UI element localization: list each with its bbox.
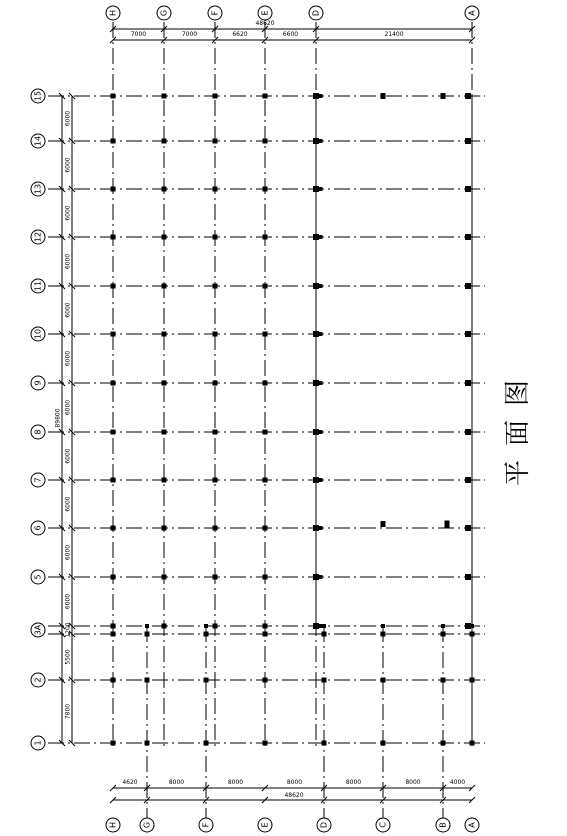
column bbox=[465, 331, 471, 337]
left-dimension-chain bbox=[55, 93, 76, 746]
column bbox=[162, 478, 167, 483]
axis-label: 11 bbox=[33, 280, 43, 292]
top-dimension-text: 21400 bbox=[384, 31, 404, 38]
column bbox=[162, 139, 167, 144]
column bbox=[465, 477, 471, 483]
axis-bubble-left-15 bbox=[31, 89, 45, 103]
bottom-dimension-text: 4000 bbox=[449, 779, 466, 786]
column bbox=[465, 525, 471, 531]
axis-bubble-left-7 bbox=[31, 473, 45, 487]
axis-label: 14 bbox=[33, 135, 43, 147]
column bbox=[162, 235, 167, 240]
axis-bubble-top-F bbox=[208, 6, 222, 20]
column bbox=[381, 678, 386, 683]
column bbox=[162, 94, 167, 99]
column bbox=[111, 187, 116, 192]
column bbox=[445, 521, 450, 528]
bottom-dimension-text: 8000 bbox=[227, 779, 244, 786]
column bbox=[213, 187, 218, 192]
column bbox=[381, 741, 386, 746]
column bbox=[111, 678, 116, 683]
axis-bubble-bottom-B bbox=[436, 818, 450, 832]
axis-bubble-left-6 bbox=[31, 521, 45, 535]
column bbox=[465, 93, 471, 99]
column bbox=[441, 624, 445, 628]
column bbox=[213, 284, 218, 289]
column bbox=[111, 624, 115, 628]
column bbox=[145, 741, 150, 746]
column bbox=[111, 632, 116, 637]
axis-bubble-left-13 bbox=[31, 182, 45, 196]
axis-label: 5 bbox=[33, 574, 43, 580]
column bbox=[441, 678, 446, 683]
left-total-dimension-text: 89800 bbox=[54, 408, 62, 428]
left-dimension-text: 7800 bbox=[64, 703, 72, 720]
bottom-dimension-chain bbox=[110, 779, 475, 803]
axis-bubble-top-G bbox=[157, 6, 171, 20]
column bbox=[465, 429, 471, 435]
column bbox=[381, 632, 386, 637]
axis-label: B bbox=[438, 822, 448, 828]
column bbox=[322, 624, 326, 628]
axis-bubble-bottom-F bbox=[199, 818, 213, 832]
axis-label: 2 bbox=[33, 677, 43, 683]
axis-label: H bbox=[108, 9, 118, 17]
column bbox=[111, 478, 116, 483]
axis-bubble-left-2 bbox=[31, 673, 45, 687]
building-outline bbox=[316, 96, 472, 746]
axis-bubble-top-H bbox=[106, 6, 120, 20]
axis-bubble-left-11 bbox=[31, 279, 45, 293]
column bbox=[318, 624, 323, 628]
column bbox=[318, 430, 323, 434]
top-dimension-chain bbox=[110, 20, 475, 43]
column bbox=[162, 381, 167, 386]
axis-label: 10 bbox=[33, 328, 43, 340]
column bbox=[213, 94, 218, 99]
axis-bubble-bottom-C bbox=[376, 818, 390, 832]
axis-bubble-top-E bbox=[258, 6, 272, 20]
bottom-total-dimension-text: 48620 bbox=[284, 792, 304, 799]
column bbox=[441, 93, 446, 99]
column bbox=[381, 624, 385, 628]
bottom-dimension-text: 8000 bbox=[405, 779, 421, 786]
column bbox=[162, 284, 167, 289]
left-dimension-text: 6000 bbox=[64, 496, 72, 512]
column bbox=[465, 283, 471, 289]
top-dimension-text: 7000 bbox=[181, 31, 198, 38]
axis-label: D bbox=[319, 821, 329, 829]
axis-label: F bbox=[201, 822, 211, 828]
axis-bubbles bbox=[31, 6, 479, 832]
left-dimension-text: 1200 bbox=[64, 622, 72, 638]
column bbox=[263, 332, 268, 337]
column bbox=[318, 139, 323, 143]
axis-bubble-left-8 bbox=[31, 425, 45, 439]
axis-bubble-bottom-A bbox=[465, 818, 479, 832]
column bbox=[204, 678, 209, 683]
axis-label: 1 bbox=[33, 740, 43, 746]
column bbox=[318, 478, 323, 482]
column bbox=[318, 381, 323, 385]
axis-bubble-top-A bbox=[465, 6, 479, 20]
column bbox=[213, 235, 218, 240]
axis-bubble-top-D bbox=[309, 6, 323, 20]
axis-bubble-left-14 bbox=[31, 134, 45, 148]
column bbox=[111, 381, 116, 386]
column bbox=[465, 234, 471, 240]
column bbox=[465, 380, 471, 386]
column bbox=[111, 332, 116, 337]
left-dimension-text: 6000 bbox=[64, 157, 72, 173]
column bbox=[465, 574, 471, 580]
left-dimension-text: 6000 bbox=[64, 302, 72, 318]
column bbox=[318, 526, 323, 530]
axis-label: 3A bbox=[33, 624, 43, 636]
column bbox=[263, 284, 268, 289]
axis-label: 13 bbox=[33, 183, 43, 195]
column bbox=[204, 741, 209, 746]
bottom-dimension-text: 8000 bbox=[286, 779, 303, 786]
column bbox=[318, 575, 323, 579]
axis-bubble-left-3A bbox=[31, 623, 45, 637]
column bbox=[213, 478, 218, 483]
column bbox=[263, 741, 268, 746]
column bbox=[263, 187, 268, 192]
column bbox=[213, 575, 218, 580]
axis-bubble-bottom-D bbox=[317, 818, 331, 832]
top-dimension-text: 7000 bbox=[130, 31, 147, 38]
column bbox=[470, 632, 475, 637]
axis-label: H bbox=[108, 821, 118, 829]
left-dimension-text: 6000 bbox=[64, 110, 72, 127]
column bbox=[263, 624, 267, 628]
column bbox=[145, 632, 150, 637]
column bbox=[111, 741, 116, 746]
column bbox=[263, 678, 268, 683]
column bbox=[470, 678, 475, 683]
column bbox=[322, 632, 327, 637]
top-total-dimension-text: 48620 bbox=[255, 20, 275, 27]
column bbox=[263, 575, 268, 580]
column bbox=[381, 93, 386, 99]
column bbox=[111, 430, 116, 435]
column bbox=[465, 138, 471, 144]
column bbox=[263, 430, 268, 435]
column bbox=[162, 526, 167, 531]
column bbox=[441, 741, 446, 746]
column bbox=[111, 94, 116, 99]
column bbox=[263, 526, 268, 531]
column bbox=[381, 521, 386, 527]
column bbox=[213, 381, 218, 386]
axis-label: A bbox=[467, 822, 477, 828]
axis-label: 8 bbox=[33, 429, 43, 435]
axis-bubble-left-5 bbox=[31, 570, 45, 584]
left-dimension-text: 6000 bbox=[64, 448, 72, 464]
axis-label: E bbox=[260, 10, 270, 16]
column bbox=[213, 430, 218, 435]
drawing-title bbox=[503, 366, 533, 486]
bottom-dimension-text: 8000 bbox=[168, 779, 185, 786]
axis-bubble-left-1 bbox=[31, 736, 45, 750]
top-dimension-text: 6600 bbox=[282, 31, 299, 38]
column bbox=[162, 624, 167, 629]
axis-label: C bbox=[378, 822, 388, 828]
bottom-dimension-text: 4620 bbox=[122, 779, 138, 786]
column bbox=[470, 741, 475, 746]
axis-label: 15 bbox=[33, 90, 43, 102]
column bbox=[318, 284, 323, 288]
left-dimension-text: 6000 bbox=[64, 544, 72, 561]
column bbox=[263, 94, 268, 99]
axis-label: A bbox=[467, 10, 477, 16]
column bbox=[263, 478, 268, 483]
column bbox=[318, 332, 323, 336]
column bbox=[465, 186, 471, 192]
axis-bubble-left-9 bbox=[31, 376, 45, 390]
column bbox=[204, 624, 208, 628]
column bbox=[322, 741, 327, 746]
axis-label: G bbox=[142, 821, 152, 829]
axis-label: 12 bbox=[33, 231, 43, 243]
column bbox=[263, 235, 268, 240]
left-dimension-text: 6000 bbox=[64, 205, 72, 221]
axis-label: E bbox=[260, 822, 270, 828]
top-dimension-text: 6620 bbox=[232, 31, 248, 38]
axis-bubble-bottom-E bbox=[258, 818, 272, 832]
axis-bubble-bottom-G bbox=[140, 818, 154, 832]
columns bbox=[111, 93, 475, 746]
column bbox=[111, 526, 116, 531]
column bbox=[145, 678, 150, 683]
column bbox=[318, 94, 323, 98]
column bbox=[213, 139, 218, 144]
left-dimension-text: 6000 bbox=[64, 399, 72, 416]
axis-label: 9 bbox=[33, 380, 43, 386]
column bbox=[111, 575, 116, 580]
column bbox=[213, 624, 218, 629]
bottom-dimension-text: 8000 bbox=[345, 779, 362, 786]
column bbox=[213, 526, 218, 531]
drawing-title-text: 平面图 bbox=[503, 365, 533, 487]
axis-label: 6 bbox=[33, 525, 43, 531]
column bbox=[441, 632, 446, 637]
axis-label: F bbox=[210, 10, 220, 16]
column bbox=[322, 678, 327, 683]
axis-bubble-left-12 bbox=[31, 230, 45, 244]
column bbox=[162, 187, 167, 192]
column bbox=[318, 235, 323, 239]
column bbox=[162, 575, 167, 580]
left-dimension-text: 6000 bbox=[64, 253, 72, 270]
column bbox=[204, 632, 209, 637]
column bbox=[162, 332, 167, 337]
column bbox=[213, 332, 218, 337]
left-dimension-text: 5500 bbox=[64, 649, 72, 665]
inner-wall-line bbox=[316, 96, 324, 634]
axis-bubble-left-10 bbox=[31, 327, 45, 341]
left-dimension-text: 6000 bbox=[64, 350, 72, 367]
column bbox=[263, 632, 268, 637]
column bbox=[111, 284, 116, 289]
column bbox=[162, 430, 167, 435]
axis-bubble-bottom-H bbox=[106, 818, 120, 832]
axis-label: G bbox=[159, 9, 169, 17]
axis-label: D bbox=[311, 9, 321, 17]
column bbox=[111, 139, 116, 144]
column bbox=[145, 624, 149, 628]
left-dimension-text: 6000 bbox=[64, 593, 72, 610]
column bbox=[111, 235, 116, 240]
axis-label: 7 bbox=[33, 477, 43, 483]
column bbox=[263, 381, 268, 386]
column bbox=[263, 139, 268, 144]
column bbox=[318, 187, 323, 191]
column bbox=[470, 624, 474, 628]
